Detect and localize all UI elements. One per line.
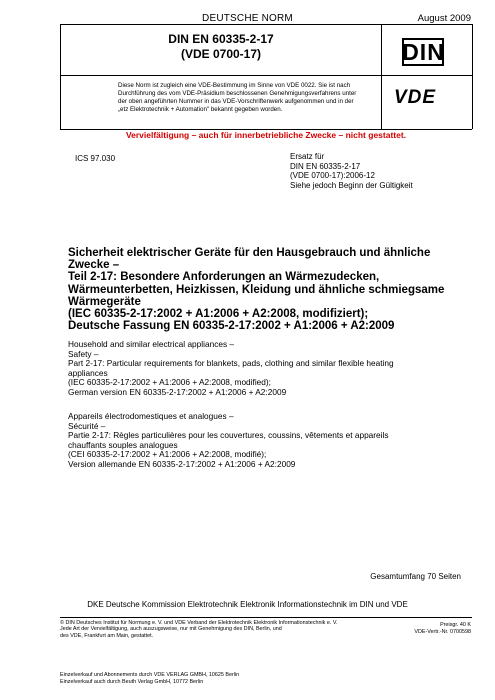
price-info (414, 622, 471, 636)
sales-line: Einzelverkauf und Abonnements durch VDE VERLAG GMBH, 10625 Berlin (60, 672, 240, 678)
french-title-line: (CEI 60335-2-17:2002 + A1:2006 + A2:2008, modifié); (68, 449, 267, 459)
german-title-line: Wärmeunterbetten, Heizkissen, Kleidung und ähnliche schmiegsame (68, 283, 445, 296)
german-title-line: Deutsche Fassung EN 60335-2-17:2002 + A1:2006 + A2:2009 (68, 320, 395, 333)
german-title-line: Sicherheit elektrischer Geräte für den Hausgebrauch und ähnliche (68, 247, 431, 259)
german-title-line: Wärmegeräte (68, 295, 141, 308)
committee-name: DKE Deutsche Kommission Elektrotechnik Elektronik Informationstechnik im DIN und VDE (87, 600, 408, 609)
english-title-line: Household and similar electrical appliances – (68, 339, 235, 349)
publication-date: August 2009 (417, 13, 471, 24)
vde-order-number: VDE-Vertr.-Nr. 0700598 (414, 629, 471, 635)
replacement-line: (VDE 0700-17):2006-12 (290, 171, 375, 180)
document-category: DEUTSCHE NORM (202, 13, 293, 24)
vde-notice-line: „etz Elektrotechnik + Automation" bekannt gegeben worden. (118, 106, 283, 113)
french-title-line: Sécurité – (68, 420, 106, 431)
french-title-line: Version allemande EN 60335-2-17:2002 + A1:2006 + A2:2009 (68, 458, 296, 469)
vde-notice (118, 82, 380, 114)
total-pages: Gesamtumfang 70 Seiten (370, 572, 461, 581)
din-logo: DIN (402, 39, 445, 65)
ics-code: ICS 97.030 (75, 154, 116, 163)
copyright-line: Jede Art der Vervielfältigung, auch auszugsweise, nur mit Genehmigung des DIN, Berlin, und (60, 626, 282, 633)
german-title-line: Zwecke – (68, 259, 120, 272)
copyright-notice (60, 620, 390, 639)
din-standard-number: DIN EN 60335-2-17 (168, 32, 274, 46)
price-group: Preisgr. 40 K (440, 622, 471, 628)
english-title-line: German version EN 60335-2-17:2002 + A1:2006 + A2:2009 (68, 386, 287, 397)
copyright-line: des VDE, Frankfurt am Main, gestattet. (60, 632, 154, 639)
identifier-box-divider (60, 75, 472, 76)
vde-notice-line: der oben angeführten Nummer in das VDE-Vorschriftenwerk aufgenommen und in der (118, 98, 354, 105)
german-title (68, 247, 468, 332)
reproduction-warning: Vervielfältigung – auch für innerbetriebliche Zwecke – nicht gestattet. (125, 130, 407, 140)
french-title (68, 412, 468, 469)
replacement-line: DIN EN 60335-2-17 (290, 161, 361, 171)
copyright-line: © DIN Deutsches Institut für Normung e. V. und VDE Verband der Elektrotechnik Elektronik Informationstechnik e. V. (60, 620, 338, 626)
german-title-line: Teil 2-17: Besondere Anforderungen an Wärmezudecken, (68, 271, 380, 284)
vde-notice-line: Durchführung des vom VDE-Präsidium beschlossenen Genehmigungsverfahrens unter (118, 90, 357, 97)
replacement-info (290, 152, 413, 190)
french-title-line: chauffants souples analogues (68, 439, 178, 450)
vde-standard-number: (VDE 0700-17) (180, 47, 262, 61)
footer-rule (60, 617, 472, 618)
sales-info (60, 672, 360, 685)
vde-notice-line: Diese Norm ist zugleich eine VDE-Bestimmung im Sinne von VDE 0022. Sie ist nach (118, 82, 351, 89)
french-title-line: Appareils électrodomestiques et analogues – (68, 411, 234, 421)
french-title-line: Partie 2-17: Règles particulières pour les couvertures, coussins, vêtements et appareils (68, 430, 389, 440)
vde-logo: VDE (394, 87, 437, 108)
english-title-line: Safety – (68, 348, 99, 359)
german-title-line: (IEC 60335-2-17:2002 + A1:2006 + A2:2008, modifiziert); (68, 308, 369, 321)
replacement-line: Siehe jedoch Beginn der Gültigkeit (290, 180, 413, 190)
english-title-line: Part 2-17: Particular requirements for blankets, pads, clothing and similar flexible heating (68, 358, 394, 368)
english-title-line: appliances (68, 367, 108, 378)
identifier-box-column-divider (381, 24, 382, 129)
replacement-line: Ersatz für (290, 152, 325, 161)
english-title (68, 340, 468, 397)
sales-line: Einzelverkauf auch durch Beuth Verlag GmbH, 10772 Berlin (60, 678, 204, 685)
english-title-line: (IEC 60335-2-17:2002 + A1:2006 + A2:2008, modified); (68, 377, 271, 387)
